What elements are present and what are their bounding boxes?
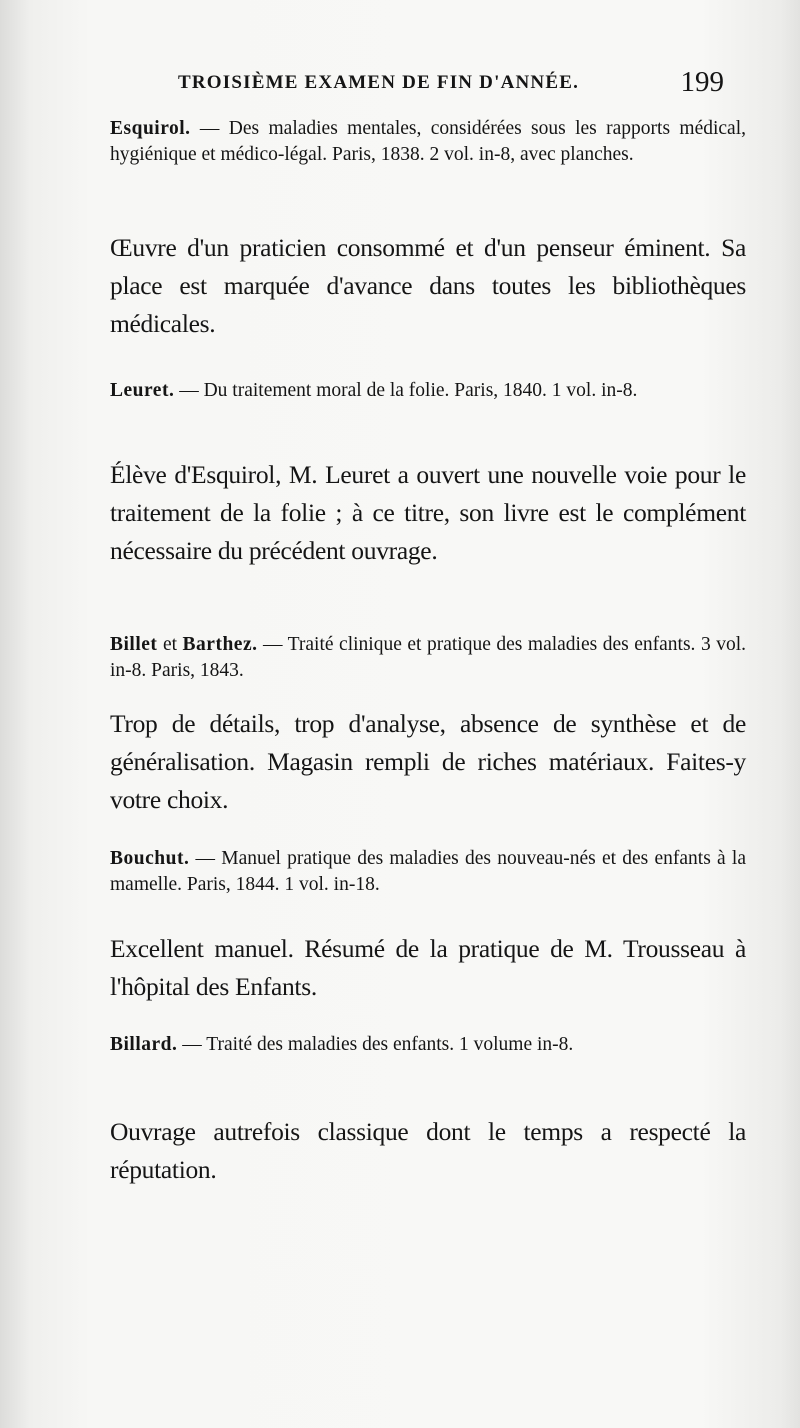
bibliography-entry <box>88 116 746 168</box>
entry-author: Billet <box>110 634 158 655</box>
entry-review: Élève d'Esquirol, M. Leuret a ouvert une nouvelle voie pour le traitement de la folie ; à ce titre, son livre est le complément nécessaire du précédent ouvrage. <box>110 460 746 565</box>
entry-author-conjunction: et <box>157 634 183 655</box>
entry-author: Leuret. <box>110 380 175 401</box>
bibliography-entry <box>88 632 746 684</box>
page-number: 199 <box>680 66 724 98</box>
entry-citation: — Manuel pratique des maladies des nouveau-nés et des enfants à la mamelle. Paris, 1844. 1 vol. in-18. <box>110 848 746 895</box>
bibliography-entry <box>88 846 746 898</box>
entry-author: Esquirol. <box>110 118 191 139</box>
entry-author: Bouchut. <box>110 848 190 869</box>
entry-citation: — Des maladies mentales, considérées sous les rapports médical, hygiénique et médico-légal. Paris, 1838. 2 vol. in-8, avec planches. <box>110 118 746 165</box>
entry-review: Œuvre d'un praticien consommé et d'un penseur éminent. Sa place est marquée d'avance dans toutes les bibliothèques médicales. <box>110 233 746 338</box>
entry-citation: — Du traitement moral de la folie. Paris, 1840. 1 vol. in-8. <box>174 380 638 401</box>
entry-author-second: Barthez. <box>182 634 258 655</box>
entry-citation: — Traité clinique et pratique des maladies des enfants. 3 vol. in-8. Paris, 1843. <box>110 634 747 681</box>
entry-review: Trop de détails, trop d'analyse, absence de synthèse et de généralisation. Magasin rempli de riches matériaux. Faites-y votre choix. <box>110 709 746 814</box>
entry-author: Billard. <box>110 1034 178 1055</box>
entry-review: Excellent manuel. Résumé de la pratique de M. Trousseau à l'hôpital des Enfants. <box>110 934 746 1001</box>
entry-citation: — Traité des maladies des enfants. 1 volume in-8. <box>177 1034 574 1055</box>
running-head: TROISIÈME EXAMEN DE FIN D'ANNÉE. <box>178 72 580 93</box>
entry-review: Ouvrage autrefois classique dont le temps a respecté la réputation. <box>110 1117 746 1184</box>
bibliography-entry <box>88 378 746 404</box>
bibliography-entry <box>88 1032 746 1058</box>
page-header <box>178 68 724 108</box>
